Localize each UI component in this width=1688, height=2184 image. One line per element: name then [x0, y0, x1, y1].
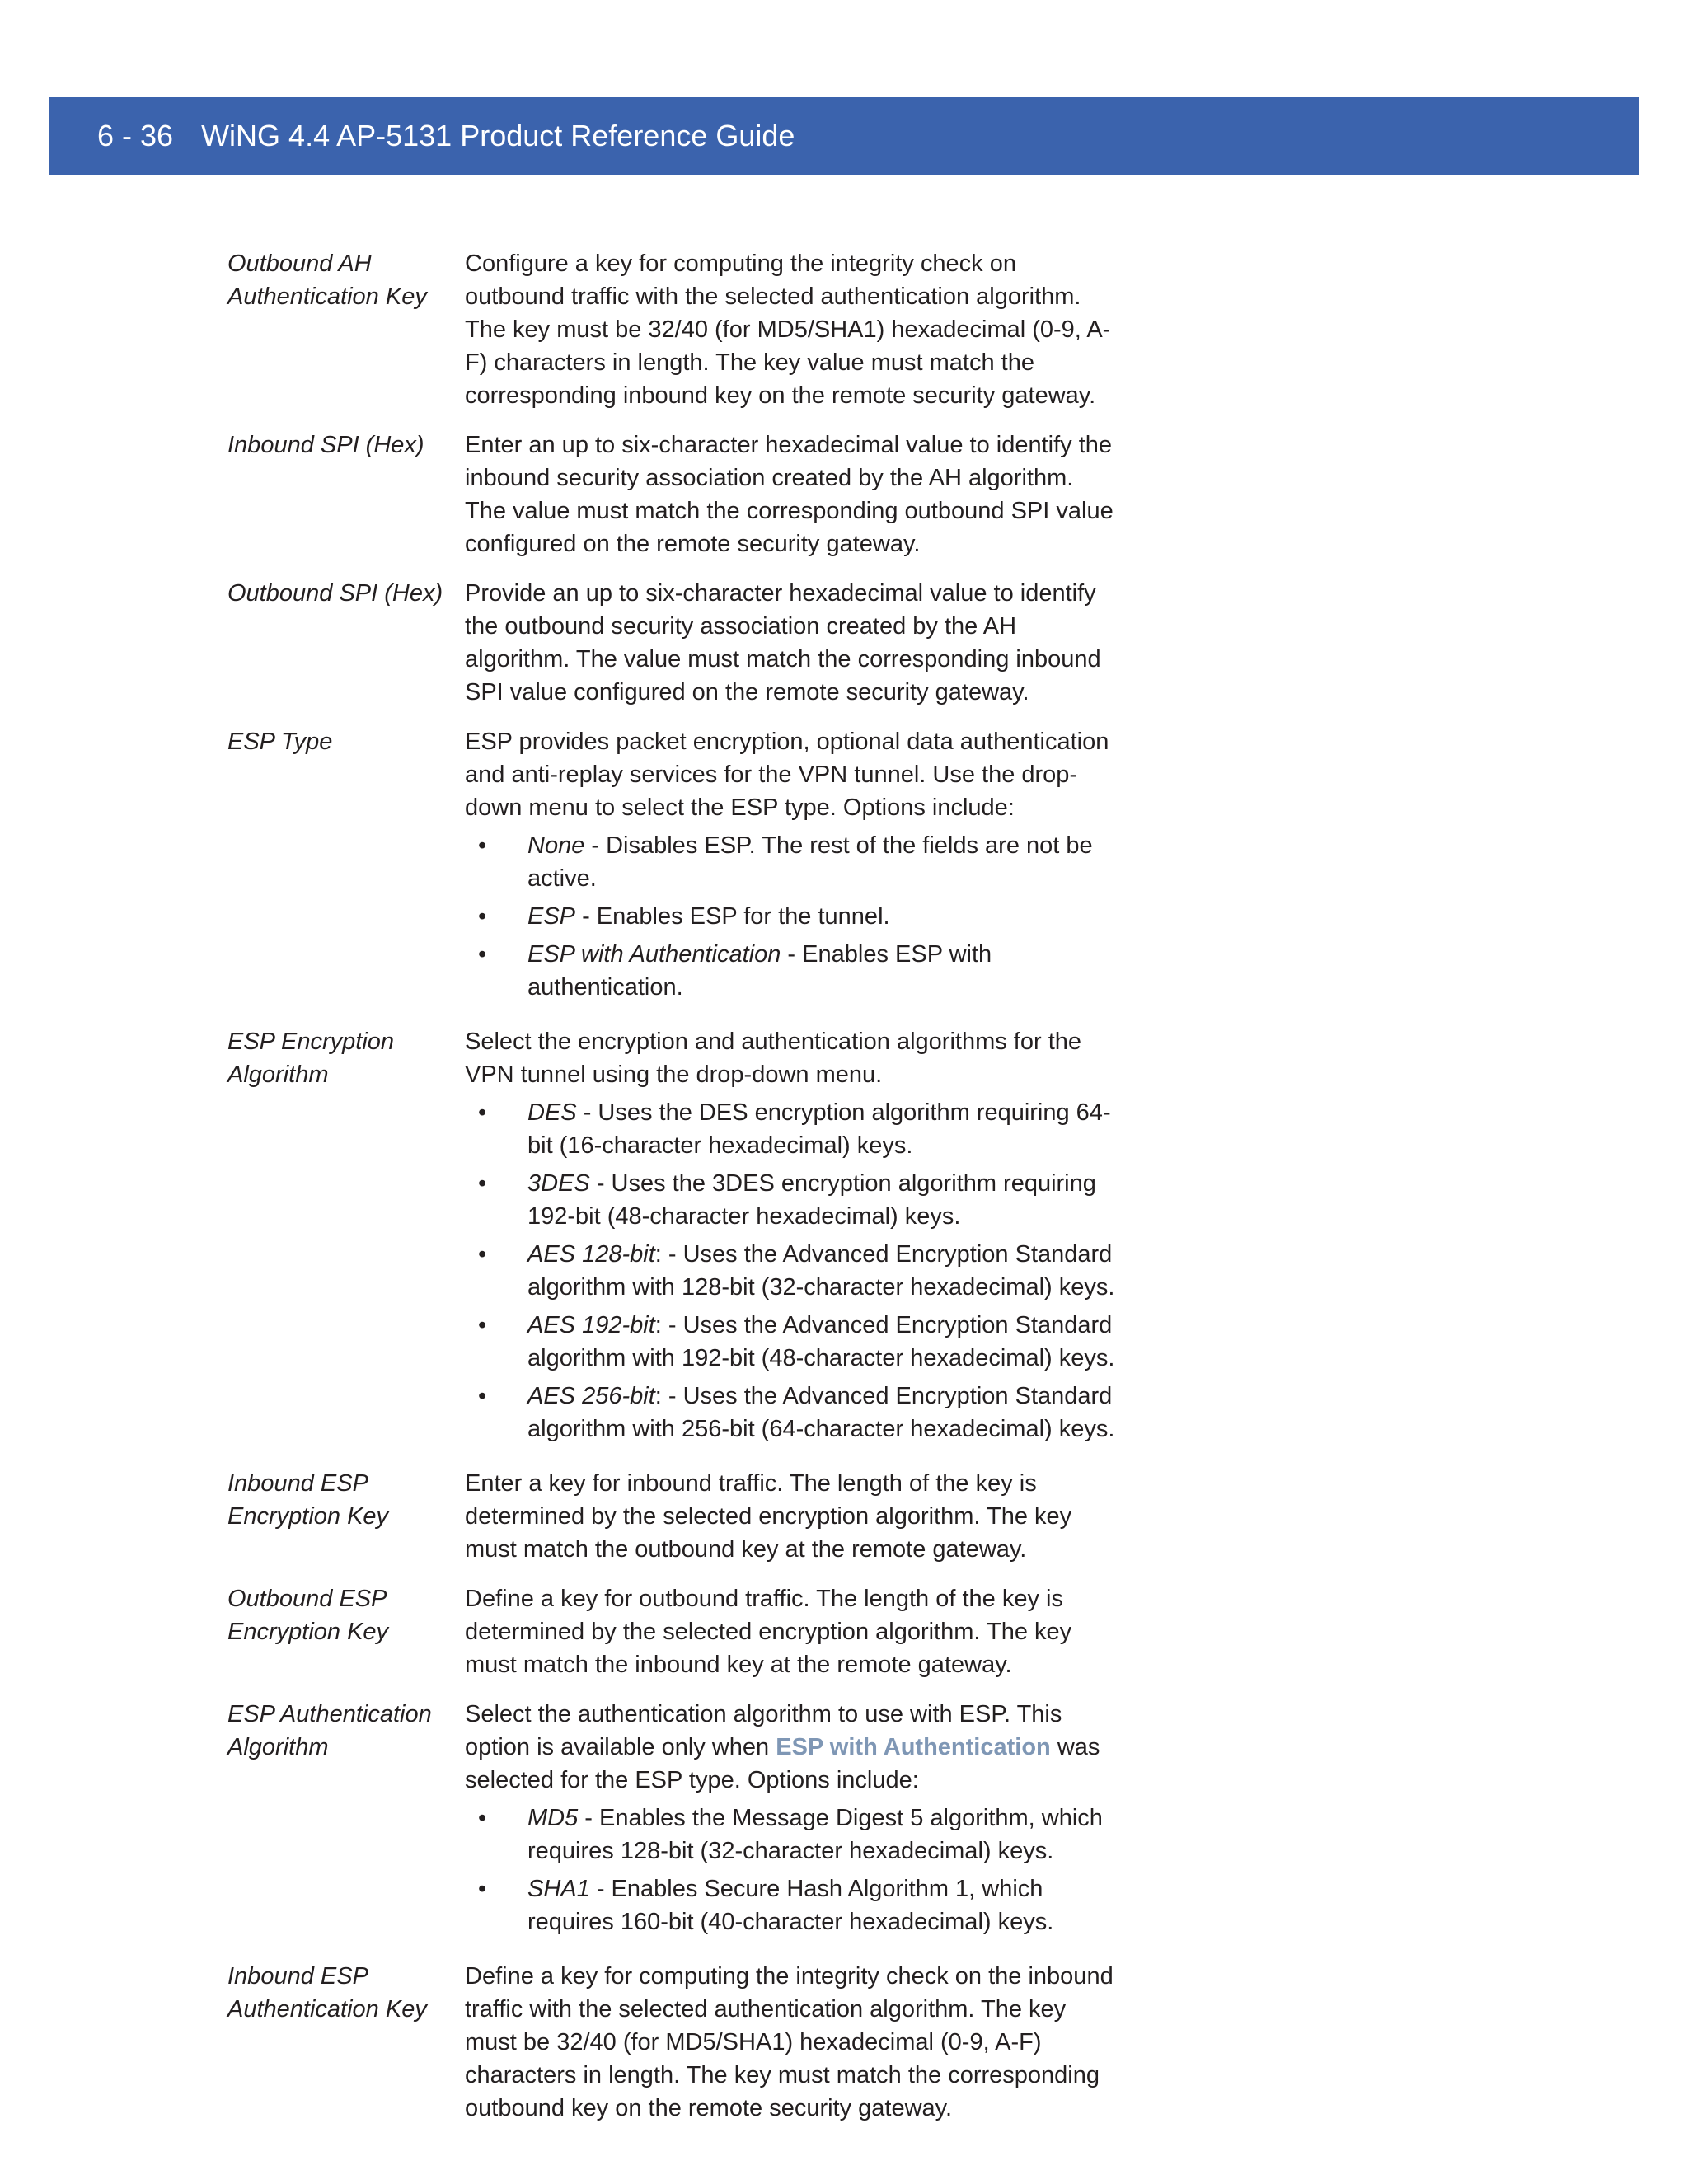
field-name: Outbound SPI (Hex) — [227, 580, 443, 607]
option-name: ESP — [528, 903, 576, 930]
bullet-icon: • — [478, 1876, 487, 1902]
field-description — [465, 247, 1118, 412]
table-row — [227, 725, 1134, 1009]
option-name: AES 128-bit — [528, 1241, 655, 1268]
page-number: 6 - 36 — [97, 119, 174, 152]
field-name: ESP Authentication Algorithm — [227, 1701, 432, 1760]
list-item — [465, 900, 1118, 933]
description-text-end: was selected for the ESP type. Options include: — [465, 1734, 1100, 1793]
table-row — [227, 1025, 1134, 1451]
description-text: Define a key for outbound traffic. The length of the key is determined by the selected encryption algorithm. The key must match the inbound key at the remote gateway. — [465, 1586, 1072, 1678]
option-text: - Disables ESP. The rest of the fields are not be active. — [528, 832, 1093, 892]
option-name: AES 192-bit — [528, 1312, 655, 1338]
description-text: Define a key for computing the integrity check on the inbound traffic with the selected authentication algorithm. The key must be 32/40 (for MD5/SHA1) hexadecimal (0-9, A-F) characters in length. The key must match the corresponding outbound key on the remote security gateway. — [465, 1963, 1114, 2121]
list-item — [465, 1167, 1118, 1233]
description-text: ESP provides packet encryption, optional data authentication and anti-replay services for the VPN tunnel. Use the drop-down menu to select the ESP type. Options include: — [465, 729, 1109, 821]
page-header — [49, 97, 1639, 175]
option-text: : - Uses the Advanced Encryption Standard algorithm with 192-bit (48-character hexadecimal) keys. — [528, 1312, 1115, 1371]
table-row — [227, 1960, 1134, 2125]
option-text: : - Uses the Advanced Encryption Standard algorithm with 128-bit (32-character hexadecimal) keys. — [528, 1241, 1115, 1301]
description-text: Select the encryption and authentication algorithms for the VPN tunnel using the drop-down menu. — [465, 1029, 1082, 1088]
list-item — [465, 1872, 1118, 1938]
description-text: Enter an up to six-character hexadecimal value to identify the inbound security association created by the AH algorithm. The value must match the corresponding outbound SPI value configured on the remote security gateway. — [465, 432, 1114, 557]
table-row — [227, 1467, 1134, 1566]
bullet-icon: • — [478, 903, 487, 930]
option-list — [465, 1096, 1118, 1446]
description-text: Enter a key for inbound traffic. The length of the key is determined by the selected encryption algorithm. The key must match the outbound key at the remote gateway. — [465, 1470, 1072, 1563]
option-text: - Uses the DES encryption algorithm requiring 64-bit (16-character hexadecimal) keys. — [528, 1099, 1111, 1159]
option-name: DES — [528, 1099, 577, 1126]
field-description — [465, 1467, 1118, 1566]
option-text: - Enables ESP with authentication. — [528, 941, 992, 1001]
list-item — [465, 1802, 1118, 1868]
list-item — [465, 1238, 1118, 1304]
option-text: - Uses the 3DES encryption algorithm requiring 192-bit (48-character hexadecimal) keys. — [528, 1170, 1096, 1230]
field-name: ESP Encryption Algorithm — [227, 1029, 395, 1088]
field-description — [465, 1025, 1118, 1451]
document-title: WiNG 4.4 AP-5131 Product Reference Guide — [201, 119, 795, 152]
description-text-start: Select the authentication algorithm to use with ESP. This option is available only when — [465, 1701, 1062, 1760]
bullet-icon: • — [478, 1241, 487, 1268]
option-list — [465, 1802, 1118, 1938]
field-description — [465, 725, 1118, 1009]
bullet-icon: • — [478, 1383, 487, 1409]
field-name: Outbound AH Authentication Key — [227, 251, 427, 310]
description-text: Configure a key for computing the integrity check on outbound traffic with the selected authentication algorithm. The key must be 32/40 (for MD5/SHA1) hexadecimal (0-9, A-F) characters in length. The key value must match the corresponding inbound key on the remote security gateway. — [465, 251, 1111, 409]
option-text: : - Uses the Advanced Encryption Standard algorithm with 256-bit (64-character hexadecimal) keys. — [528, 1383, 1115, 1442]
field-name: Inbound ESP Encryption Key — [227, 1470, 389, 1530]
option-list — [465, 829, 1118, 1004]
bullet-icon: • — [478, 941, 487, 968]
field-description — [465, 1960, 1118, 2125]
option-text: - Enables ESP for the tunnel. — [575, 903, 890, 930]
option-text: - Enables Secure Hash Algorithm 1, which requires 160-bit (40-character hexadecimal) keys. — [528, 1876, 1054, 1935]
table-row — [227, 429, 1134, 560]
list-item — [465, 1096, 1118, 1162]
bullet-icon: • — [478, 1170, 487, 1197]
option-name: None — [528, 832, 585, 859]
field-description — [465, 429, 1118, 560]
field-description — [465, 1582, 1118, 1681]
field-name: Inbound ESP Authentication Key — [227, 1963, 427, 2022]
list-item — [465, 1380, 1118, 1446]
bullet-icon: • — [478, 832, 487, 859]
list-item — [465, 1309, 1118, 1375]
ui-reference: ESP with Authentication — [776, 1734, 1051, 1760]
field-description — [465, 1698, 1118, 1943]
bullet-icon: • — [478, 1099, 487, 1126]
option-name: MD5 — [528, 1805, 579, 1831]
field-name: Outbound ESP Encryption Key — [227, 1586, 389, 1645]
table-row — [227, 1698, 1134, 1943]
option-name: AES 256-bit — [528, 1383, 655, 1409]
bullet-icon: • — [478, 1312, 487, 1338]
table-row — [227, 1582, 1134, 1681]
field-name: Inbound SPI (Hex) — [227, 432, 424, 458]
option-name: SHA1 — [528, 1876, 590, 1902]
bullet-icon: • — [478, 1805, 487, 1831]
field-description — [465, 577, 1118, 709]
description-text — [465, 1698, 1118, 1797]
field-name: ESP Type — [227, 729, 333, 755]
description-text: Provide an up to six-character hexadecimal value to identify the outbound security association created by the AH algorithm. The value must match the corresponding inbound SPI value configured on the remote security gateway. — [465, 580, 1101, 705]
list-item — [465, 829, 1118, 895]
option-name: ESP with Authentication — [528, 941, 781, 968]
table-row — [227, 577, 1134, 709]
list-item — [465, 938, 1118, 1004]
option-name: 3DES — [528, 1170, 590, 1197]
table-row — [227, 247, 1134, 412]
option-text: - Enables the Message Digest 5 algorithm, which requires 128-bit (32-character hexadecimal) keys. — [528, 1805, 1103, 1864]
definition-table — [227, 247, 1134, 2141]
